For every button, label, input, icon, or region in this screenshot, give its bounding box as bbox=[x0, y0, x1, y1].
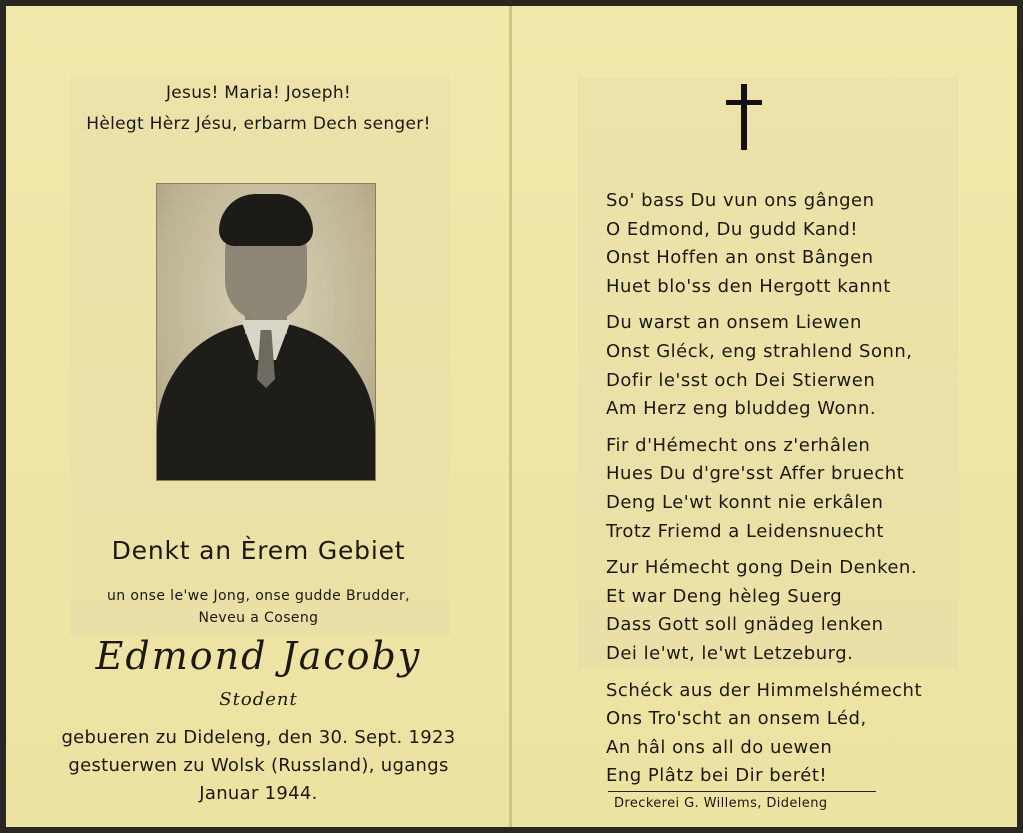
relation-text bbox=[6, 585, 511, 629]
occupation: Stodent bbox=[219, 689, 298, 710]
poem-line: Huet blo'ss den Hergott kannt bbox=[606, 275, 891, 297]
poem-line: Am Herz eng bluddeg Wonn. bbox=[606, 398, 877, 420]
relation-line: Neveu a Coseng bbox=[198, 610, 319, 626]
poem-line: Onst Gléck, eng strahlend Sonn, bbox=[606, 340, 913, 362]
poem-line: An hâl ons all do uewen bbox=[606, 736, 833, 758]
invocation-line: Hèlegt Hèrz Jésu, erbarm Dech senger! bbox=[86, 114, 431, 134]
poem-stanza bbox=[606, 554, 986, 668]
poem-line: So' bass Du vun ons gângen bbox=[606, 190, 875, 211]
cross-icon bbox=[726, 84, 762, 150]
poem-stanza bbox=[606, 187, 986, 301]
poem-line: Dass Gott soll gnädeg lenken bbox=[606, 614, 884, 636]
poem-line: Dofir le'sst och Dei Stierwen bbox=[606, 369, 876, 391]
date-line: gebueren zu Dideleng, den 30. Sept. 1923 bbox=[61, 727, 456, 748]
poem-line: Dei le'wt, le'wt Letzeburg. bbox=[606, 642, 854, 664]
poem-line: Trotz Friemd a Leidensnuecht bbox=[606, 520, 884, 542]
poem-stanza bbox=[606, 677, 986, 791]
poem-line: Eng Plâtz bei Dir berét! bbox=[606, 765, 828, 787]
poem-line: Du warst an onsem Liewen bbox=[606, 312, 862, 334]
date-line: gestuerwen zu Wolsk (Russland), ugangs bbox=[68, 755, 449, 776]
divider bbox=[608, 791, 876, 792]
remembrance-heading: Denkt an Èrem Gebiet bbox=[111, 536, 406, 565]
poem-line: Fir d'Hémecht ons z'erhâlen bbox=[606, 434, 871, 456]
poem-line: Et war Deng hèleg Suerg bbox=[606, 585, 843, 607]
poem-line: Onst Hoffen an onst Bângen bbox=[606, 247, 874, 269]
poem-line: Zur Hémecht gong Dein Denken. bbox=[606, 557, 918, 579]
invocation-line: Jesus! Maria! Joseph! bbox=[165, 83, 352, 103]
invocation bbox=[6, 78, 511, 140]
left-page bbox=[6, 6, 511, 827]
relation-line: un onse le'we Jong, onse gudde Brudder, bbox=[106, 588, 411, 604]
poem bbox=[606, 187, 986, 799]
poem-stanza bbox=[606, 432, 986, 546]
poem-line: Ons Tro'scht an onsem Léd, bbox=[606, 708, 867, 730]
poem-line: O Edmond, Du gudd Kand! bbox=[606, 218, 858, 240]
printer-credit: Dreckerei G. Willems, Dideleng bbox=[614, 796, 828, 811]
deceased-name: Edmond Jacoby bbox=[95, 634, 422, 678]
poem-line: Deng Le'wt konnt nie erkâlen bbox=[606, 491, 884, 513]
poem-stanza bbox=[606, 309, 986, 423]
date-line: Januar 1944. bbox=[199, 783, 318, 804]
portrait-photo bbox=[156, 183, 376, 481]
life-dates bbox=[6, 724, 511, 808]
memorial-card bbox=[6, 6, 1017, 827]
poem-line: Schéck aus der Himmelshémecht bbox=[606, 679, 923, 701]
poem-line: Hues Du d'gre'sst Affer bruecht bbox=[606, 463, 905, 485]
